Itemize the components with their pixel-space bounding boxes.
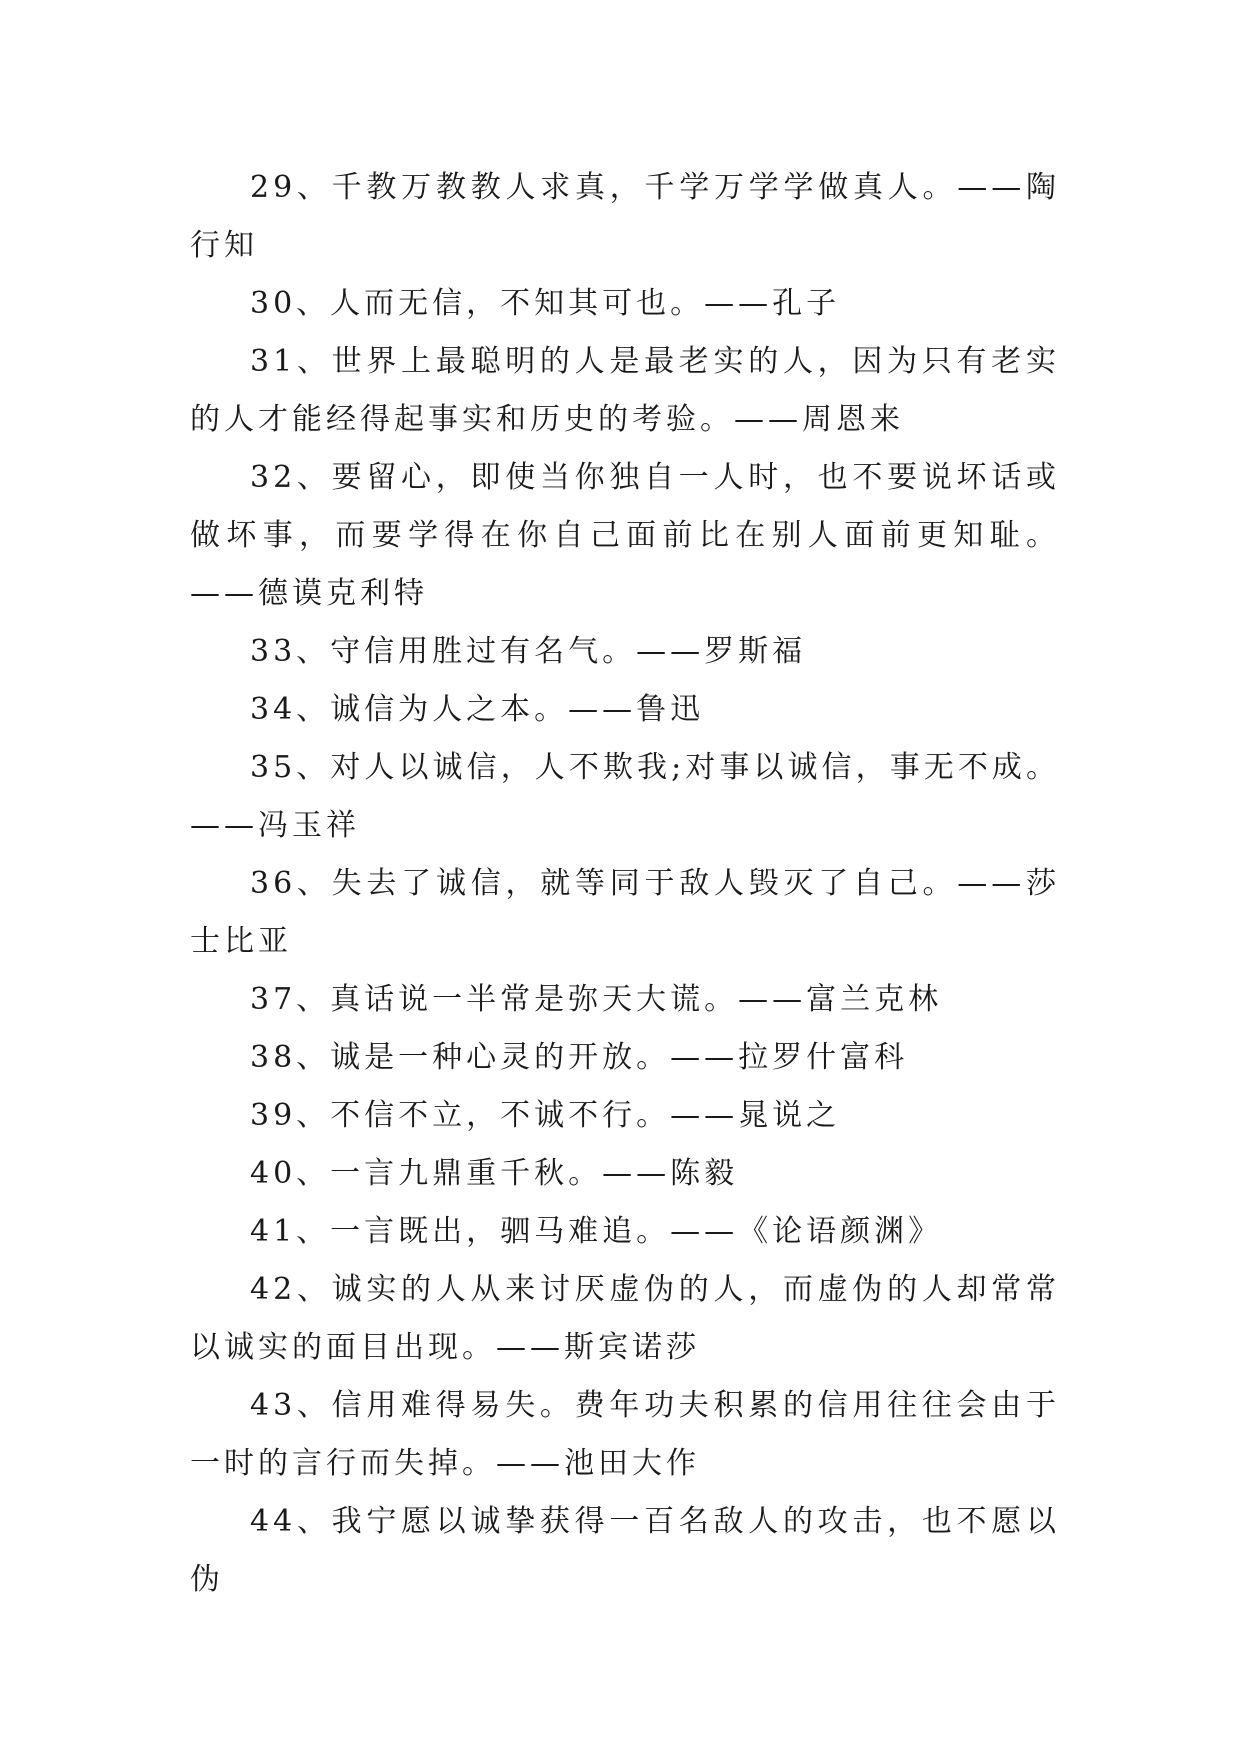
quote-paragraph-36: 36、失去了诚信，就等同于敌人毁灭了自己。——莎士比亚 bbox=[190, 866, 1060, 959]
quote-paragraph-43: 43、信用难得易失。费年功夫积累的信用往往会由于一时的言行而失掉。——池田大作 bbox=[190, 1388, 1060, 1481]
quote-paragraph-33: 33、守信用胜过有名气。——罗斯福 bbox=[250, 634, 807, 669]
quote-paragraph-44: 44、我宁愿以诚挚获得一百名敌人的攻击，也不愿以伪 bbox=[190, 1504, 1060, 1597]
quote-paragraph-41: 41、一言既出，驷马难追。——《论语颜渊》 bbox=[250, 1214, 943, 1249]
quote-paragraph-35: 35、对人以诚信，人不欺我;对事以诚信，事无不成。——冯玉祥 bbox=[190, 750, 1060, 843]
quote-paragraph-30: 30、人而无信，不知其可也。——孔子 bbox=[250, 286, 841, 321]
quote-paragraph-40: 40、一言九鼎重千秋。——陈毅 bbox=[250, 1156, 739, 1191]
quote-paragraph-42: 42、诚实的人从来讨厌虚伪的人，而虚伪的人却常常以诚实的面目出现。——斯宾诺莎 bbox=[190, 1272, 1060, 1365]
quote-paragraph-38: 38、诚是一种心灵的开放。——拉罗什富科 bbox=[250, 1040, 909, 1075]
quote-paragraph-29: 29、千教万教教人求真，千学万学学做真人。——陶行知 bbox=[190, 170, 1060, 263]
quote-paragraph-37: 37、真话说一半常是弥天大谎。——富兰克林 bbox=[250, 982, 943, 1017]
document-body bbox=[190, 159, 1060, 1609]
quote-paragraph-39: 39、不信不立，不诚不行。——晁说之 bbox=[250, 1098, 841, 1133]
quote-paragraph-31: 31、世界上最聪明的人是最老实的人，因为只有老实的人才能经得起事实和历史的考验。——周恩来 bbox=[190, 344, 1060, 437]
quote-paragraph-32: 32、要留心，即使当你独自一人时，也不要说坏话或做坏事，而要学得在你自己面前比在别人面前更知耻。——德谟克利特 bbox=[190, 460, 1060, 611]
quote-paragraph-34: 34、诚信为人之本。——鲁迅 bbox=[250, 692, 705, 727]
